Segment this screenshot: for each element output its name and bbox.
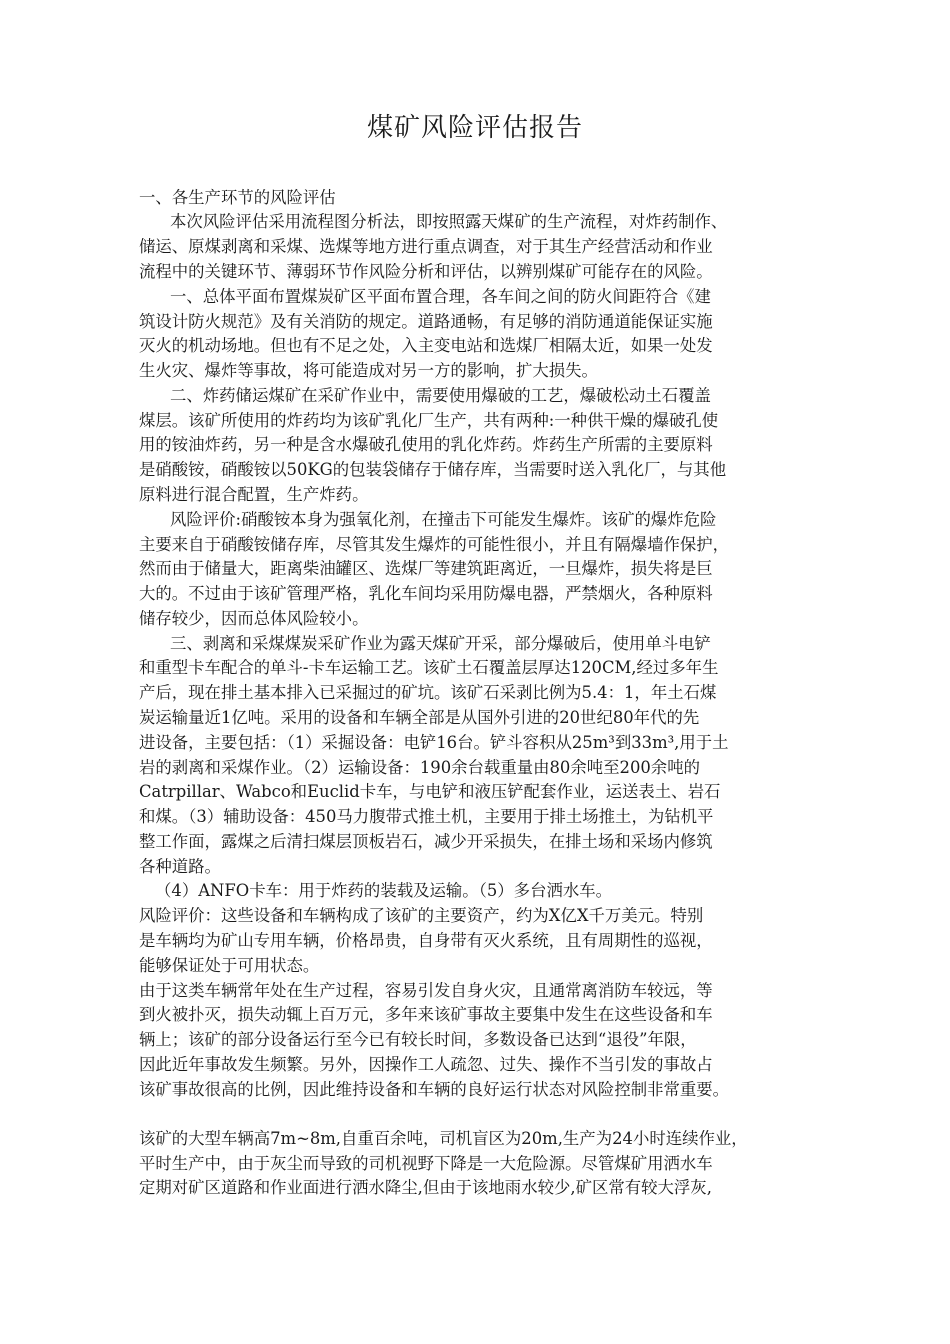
paragraph-line: 本次风险评估采用流程图分析法，即按照露天煤矿的生产流程，对炸药制作、 (170, 212, 728, 231)
paragraph-line: 二、炸药储运煤矿在采矿作业中，需要使用爆破的工艺，爆破松动土石覆盖 (170, 386, 711, 405)
paragraph-line: 进设备，主要包括：（1）采掘设备：电铲16台。铲斗容积从25m³到33m³,用于土 (139, 733, 729, 752)
paragraph-line: 产后，现在排土基本排入已采掘过的矿坑。该矿石采剥比例为5.4：1，年土石煤 (139, 683, 717, 702)
paragraph-line: 和煤。（3）辅助设备：450马力腹带式推土机，主要用于排土场推土，为钻机平 (139, 807, 714, 826)
paragraph-line: （4）ANFO卡车：用于炸药的装载及运输。（5）多台洒水车。 (155, 881, 613, 900)
paragraph-line: 能够保证处于可用状态。 (139, 956, 320, 975)
paragraph-line: 辆上；该矿的部分设备运行至今已有较长时间，多数设备已达到“退役”年限， (139, 1030, 697, 1049)
paragraph-line: 大的。不过由于该矿管理严格，乳化车间均采用防爆电器，严禁烟火，各种原料 (139, 584, 713, 603)
paragraph-line: 原料进行混合配置，生产炸药。 (139, 485, 369, 504)
paragraph-line: 然而由于储量大，距离柴油罐区、选煤厂等建筑距离近，一旦爆炸，损失将是巨 (139, 559, 713, 578)
paragraph-line: 是车辆均为矿山专用车辆，价格昂贵，自身带有灭火系统，且有周期性的巡视， (139, 931, 713, 950)
paragraph-line: 一、总体平面布置煤炭矿区平面布置合理，各车间之间的防火间距符合《建 (170, 287, 711, 306)
paragraph-line: 储存较少，因而总体风险较小。 (139, 609, 369, 628)
paragraph-line: 该矿事故很高的比例，因此维持设备和车辆的良好运行状态对风险控制非常重要。 (139, 1080, 730, 1099)
paragraph-line: 灭火的机动场地。但也有不足之处，入主变电站和选煤厂相隔太近，如果一处发 (139, 336, 713, 355)
paragraph-line: 平时生产中，由于灰尘而导致的司机视野下降是一大危险源。尽管煤矿用洒水车 (139, 1154, 713, 1173)
paragraph-line: 流程中的关键环节、薄弱环节作风险分析和评估，以辨别煤矿可能存在的风险。 (139, 262, 713, 281)
page-title: 煤矿风险评估报告 (366, 113, 583, 143)
paragraph-line: 风险评价：这些设备和车辆构成了该矿的主要资产，约为X亿X千万美元。特别 (139, 906, 704, 925)
paragraph-line: 和重型卡车配合的单斗-卡车运输工艺。该矿土石覆盖层厚达120CM,经过多年生 (139, 658, 719, 677)
paragraph-line: 生火灾、爆炸等事故，将可能造成对另一方的影响，扩大损失。 (139, 361, 598, 380)
paragraph-line: 筑设计防火规范》及有关消防的规定。道路通畅，有足够的消防通道能保证实施 (139, 312, 713, 331)
paragraph-line: 炭运输量近1亿吨。采用的设备和车辆全部是从国外引进的20世纪80年代的先 (139, 708, 700, 727)
paragraph-line: 是硝酸铵，硝酸铵以50KG的包装袋储存于储存库，当需要时送入乳化厂，与其他 (139, 460, 727, 479)
paragraph-line: 用的铵油炸药，另一种是含水爆破孔使用的乳化炸药。炸药生产所需的主要原料 (139, 435, 713, 454)
paragraph-line: 该矿的大型车辆高7m~8m,自重百余吨，司机盲区为20m,生产为24小时连续作业， (139, 1129, 748, 1148)
paragraph-line: 岩的剥离和采煤作业。（2）运输设备：190余台载重量由80余吨至200余吨的 (139, 758, 700, 777)
paragraph-line: 风险评价:硝酸铵本身为强氧化剂，在撞击下可能发生爆炸。该矿的爆炸危险 (170, 510, 717, 529)
paragraph-line: 储运、原煤剥离和采煤、选煤等地方进行重点调查，对于其生产经营活动和作业 (139, 237, 713, 256)
paragraph-line: 煤层。该矿所使用的炸药均为该矿乳化厂生产，共有两种:一种供干燥的爆破孔使 (139, 411, 719, 430)
paragraph-line: 三、剥离和采煤煤炭采矿作业为露天煤矿开采，部分爆破后，使用单斗电铲 (170, 634, 711, 653)
section-heading: 一、各生产环节的风险评估 (139, 188, 336, 207)
paragraph-line: 因此近年事故发生频繁。另外，因操作工人疏忽、过失、操作不当引发的事故占 (139, 1055, 713, 1074)
paragraph-line: Catrpillar、Wabco和Euclid卡车，与电铲和液压铲配套作业，运送表土、岩石 (139, 782, 721, 801)
paragraph-line: 到火被扑灭，损失动辄上百万元，多年来该矿事故主要集中发生在这些设备和车 (139, 1005, 713, 1024)
paragraph-line: 主要来自于硝酸铵储存库，尽管其发生爆炸的可能性很小，并且有隔爆墙作保护， (139, 535, 730, 554)
paragraph-line: 定期对矿区道路和作业面进行洒水降尘,但由于该地雨水较少,矿区常有较大浮灰, (139, 1178, 712, 1197)
paragraph-line: 由于这类车辆常年处在生产过程，容易引发自身火灾，且通常离消防车较远，等 (139, 981, 713, 1000)
paragraph-line: 各种道路。 (139, 857, 221, 876)
paragraph-line: 整工作面，露煤之后清扫煤层顶板岩石，减少开采损失，在排土场和采场内修筑 (139, 832, 713, 851)
